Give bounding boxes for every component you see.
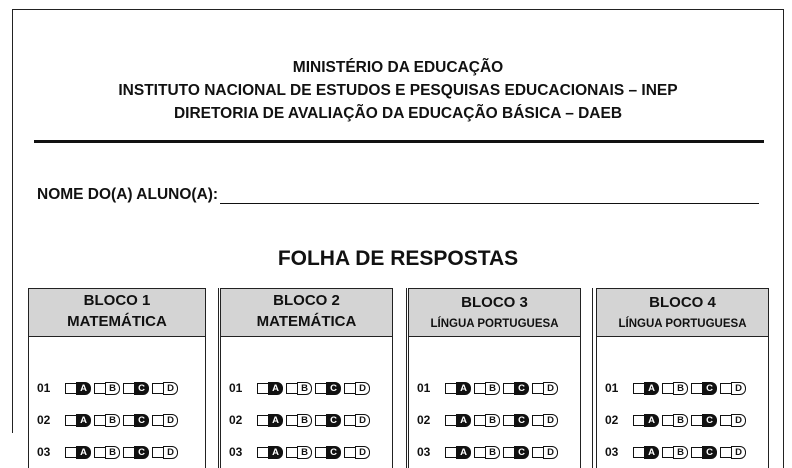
block-title: BLOCO 3 bbox=[461, 294, 528, 311]
answer-bubble-a[interactable] bbox=[633, 414, 659, 427]
bubble-mark-area bbox=[662, 447, 673, 458]
question-number: 03 bbox=[37, 445, 51, 459]
answer-bubble-b[interactable] bbox=[286, 382, 312, 395]
block-subject: LÍNGUA PORTUGUESA bbox=[618, 318, 747, 330]
bubble-letter: D bbox=[543, 446, 558, 459]
bubble-mark-area bbox=[152, 447, 163, 458]
bubble-mark-area bbox=[344, 447, 355, 458]
student-name-row bbox=[37, 186, 759, 204]
bubble-mark-area bbox=[286, 447, 297, 458]
block-title: BLOCO 2 bbox=[273, 292, 340, 309]
bubble-mark-area bbox=[633, 383, 644, 394]
bubble-letter: C bbox=[702, 446, 717, 459]
bubble-mark-area bbox=[152, 383, 163, 394]
bubble-letter: D bbox=[163, 382, 178, 395]
question-row bbox=[229, 436, 373, 468]
bubble-letter: B bbox=[105, 382, 120, 395]
bubble-letter: A bbox=[456, 382, 471, 395]
answer-bubble-b[interactable] bbox=[94, 382, 120, 395]
answer-rows bbox=[417, 372, 561, 468]
block-header bbox=[221, 288, 392, 337]
answer-block-2 bbox=[220, 288, 393, 468]
bubble-letter: B bbox=[297, 382, 312, 395]
answer-bubble-b[interactable] bbox=[662, 414, 688, 427]
answer-bubble-d[interactable] bbox=[532, 414, 558, 427]
answer-bubble-c[interactable] bbox=[315, 414, 341, 427]
answer-bubble-a[interactable] bbox=[257, 382, 283, 395]
bubble-mark-area bbox=[65, 415, 76, 426]
block-separator bbox=[218, 288, 219, 468]
bubble-letter: B bbox=[673, 414, 688, 427]
question-number: 03 bbox=[605, 445, 619, 459]
answer-bubble-d[interactable] bbox=[344, 446, 370, 459]
block-subject: LÍNGUA PORTUGUESA bbox=[430, 318, 559, 330]
question-row bbox=[605, 436, 749, 468]
bubble-mark-area bbox=[691, 415, 702, 426]
answer-bubble-c[interactable] bbox=[123, 382, 149, 395]
bubble-letter: B bbox=[673, 382, 688, 395]
bubble-mark-area bbox=[257, 447, 268, 458]
question-number: 02 bbox=[229, 413, 243, 427]
bubble-letter: D bbox=[355, 382, 370, 395]
page-border-top bbox=[12, 9, 784, 10]
bubble-letter: A bbox=[76, 382, 91, 395]
block-separator bbox=[406, 288, 407, 468]
bubble-mark-area bbox=[445, 447, 456, 458]
bubble-mark-area bbox=[532, 447, 543, 458]
answer-bubble-c[interactable] bbox=[691, 382, 717, 395]
answer-block-4 bbox=[596, 288, 769, 468]
answer-bubble-c[interactable] bbox=[691, 446, 717, 459]
bubble-mark-area bbox=[503, 383, 514, 394]
answer-bubble-a[interactable] bbox=[633, 382, 659, 395]
bubble-mark-area bbox=[65, 383, 76, 394]
bubble-letter: D bbox=[543, 382, 558, 395]
student-name-field[interactable] bbox=[220, 186, 759, 204]
bubble-letter: B bbox=[297, 414, 312, 427]
bubble-letter: A bbox=[644, 446, 659, 459]
answer-bubble-b[interactable] bbox=[474, 414, 500, 427]
bubble-letter: A bbox=[76, 414, 91, 427]
bubble-letter: A bbox=[456, 414, 471, 427]
bubble-letter: C bbox=[514, 382, 529, 395]
answer-bubble-a[interactable] bbox=[65, 414, 91, 427]
question-row bbox=[37, 436, 181, 468]
student-name-label: NOME DO(A) ALUNO(A): bbox=[37, 186, 219, 203]
bubble-letter: C bbox=[326, 382, 341, 395]
bubble-mark-area bbox=[445, 383, 456, 394]
bubble-letter: B bbox=[485, 414, 500, 427]
bubble-mark-area bbox=[315, 415, 326, 426]
bubble-letter: C bbox=[134, 446, 149, 459]
answer-bubble-c[interactable] bbox=[503, 414, 529, 427]
question-number: 01 bbox=[605, 381, 619, 395]
answer-bubble-a[interactable] bbox=[445, 382, 471, 395]
bubble-mark-area bbox=[94, 415, 105, 426]
answer-bubble-b[interactable] bbox=[286, 414, 312, 427]
bubble-mark-area bbox=[344, 415, 355, 426]
bubble-mark-area bbox=[257, 383, 268, 394]
bubble-letter: D bbox=[355, 414, 370, 427]
header-directorate: DIRETORIA DE AVALIAÇÃO DA EDUCAÇÃO BÁSICA – DAEB bbox=[173, 105, 623, 122]
answer-bubble-c[interactable] bbox=[123, 446, 149, 459]
block-title: BLOCO 1 bbox=[83, 292, 151, 309]
question-row bbox=[229, 372, 373, 404]
bubble-mark-area bbox=[532, 415, 543, 426]
answer-bubble-b[interactable] bbox=[94, 446, 120, 459]
bubble-letter: C bbox=[134, 382, 149, 395]
question-row bbox=[417, 372, 561, 404]
question-row bbox=[417, 404, 561, 436]
answer-bubble-a[interactable] bbox=[445, 414, 471, 427]
bubble-mark-area bbox=[662, 383, 673, 394]
question-number: 01 bbox=[229, 381, 243, 395]
answer-bubble-a[interactable] bbox=[445, 446, 471, 459]
bubble-letter: D bbox=[731, 446, 746, 459]
bubble-letter: A bbox=[268, 382, 283, 395]
bubble-mark-area bbox=[94, 447, 105, 458]
bubble-letter: D bbox=[543, 414, 558, 427]
question-row bbox=[229, 404, 373, 436]
answer-bubble-d[interactable] bbox=[532, 382, 558, 395]
bubble-letter: A bbox=[76, 446, 91, 459]
bubble-letter: C bbox=[326, 446, 341, 459]
bubble-mark-area bbox=[503, 415, 514, 426]
answer-bubble-d[interactable] bbox=[344, 382, 370, 395]
bubble-letter: B bbox=[485, 382, 500, 395]
bubble-letter: C bbox=[326, 414, 341, 427]
answer-bubble-b[interactable] bbox=[474, 382, 500, 395]
bubble-letter: D bbox=[163, 414, 178, 427]
bubble-letter: C bbox=[514, 414, 529, 427]
bubble-mark-area bbox=[532, 383, 543, 394]
bubble-mark-area bbox=[633, 447, 644, 458]
header-institute: INSTITUTO NACIONAL DE ESTUDOS E PESQUISAS EDUCACIONAIS – INEP bbox=[118, 82, 678, 99]
bubble-mark-area bbox=[662, 415, 673, 426]
answer-rows bbox=[229, 372, 373, 468]
answer-rows bbox=[605, 372, 749, 468]
bubble-mark-area bbox=[633, 415, 644, 426]
bubble-letter: B bbox=[105, 414, 120, 427]
answer-bubble-a[interactable] bbox=[633, 446, 659, 459]
bubble-mark-area bbox=[152, 415, 163, 426]
question-number: 01 bbox=[417, 381, 431, 395]
answer-block-3 bbox=[408, 288, 581, 468]
question-row bbox=[37, 404, 181, 436]
bubble-mark-area bbox=[257, 415, 268, 426]
question-row bbox=[605, 404, 749, 436]
bubble-letter: D bbox=[355, 446, 370, 459]
bubble-letter: B bbox=[297, 446, 312, 459]
header-ministry: MINISTÉRIO DA EDUCAÇÃO bbox=[292, 59, 504, 76]
bubble-mark-area bbox=[503, 447, 514, 458]
bubble-mark-area bbox=[720, 383, 731, 394]
bubble-mark-area bbox=[344, 383, 355, 394]
answer-bubble-b[interactable] bbox=[662, 382, 688, 395]
question-number: 02 bbox=[37, 413, 51, 427]
bubble-mark-area bbox=[123, 447, 134, 458]
bubble-letter: A bbox=[644, 414, 659, 427]
bubble-letter: A bbox=[644, 382, 659, 395]
bubble-mark-area bbox=[474, 447, 485, 458]
answer-block-1 bbox=[28, 288, 206, 468]
block-header bbox=[29, 288, 205, 337]
question-row bbox=[605, 372, 749, 404]
bubble-mark-area bbox=[720, 415, 731, 426]
answer-bubble-d[interactable] bbox=[720, 382, 746, 395]
answer-bubble-a[interactable] bbox=[257, 446, 283, 459]
bubble-letter: D bbox=[163, 446, 178, 459]
bubble-mark-area bbox=[315, 383, 326, 394]
bubble-mark-area bbox=[691, 383, 702, 394]
answer-bubble-c[interactable] bbox=[503, 446, 529, 459]
answer-bubble-d[interactable] bbox=[720, 446, 746, 459]
answer-bubble-c[interactable] bbox=[691, 414, 717, 427]
block-subject: MATEMÁTICA bbox=[67, 313, 167, 330]
answer-bubble-d[interactable] bbox=[152, 382, 178, 395]
bubble-mark-area bbox=[474, 415, 485, 426]
answer-bubble-a[interactable] bbox=[65, 382, 91, 395]
answer-bubble-c[interactable] bbox=[315, 382, 341, 395]
answer-rows bbox=[37, 372, 181, 468]
bubble-letter: C bbox=[134, 414, 149, 427]
answer-bubble-b[interactable] bbox=[94, 414, 120, 427]
sheet-title: FOLHA DE RESPOSTAS bbox=[277, 247, 519, 270]
answer-bubble-b[interactable] bbox=[286, 446, 312, 459]
bubble-mark-area bbox=[123, 383, 134, 394]
bubble-letter: B bbox=[105, 446, 120, 459]
bubble-mark-area bbox=[286, 383, 297, 394]
bubble-mark-area bbox=[691, 447, 702, 458]
bubble-mark-area bbox=[720, 447, 731, 458]
answer-bubble-d[interactable] bbox=[344, 414, 370, 427]
bubble-letter: D bbox=[731, 382, 746, 395]
bubble-mark-area bbox=[94, 383, 105, 394]
bubble-letter: C bbox=[702, 382, 717, 395]
answer-bubble-a[interactable] bbox=[65, 446, 91, 459]
block-subject: MATEMÁTICA bbox=[256, 313, 357, 330]
block-separator bbox=[592, 288, 593, 468]
question-number: 02 bbox=[605, 413, 619, 427]
answer-bubble-c[interactable] bbox=[503, 382, 529, 395]
answer-bubble-c[interactable] bbox=[123, 414, 149, 427]
document-header bbox=[12, 56, 784, 125]
answer-bubble-b[interactable] bbox=[474, 446, 500, 459]
block-title: BLOCO 4 bbox=[649, 294, 716, 311]
bubble-mark-area bbox=[445, 415, 456, 426]
bubble-mark-area bbox=[65, 447, 76, 458]
bubble-letter: A bbox=[456, 446, 471, 459]
bubble-letter: B bbox=[673, 446, 688, 459]
bubble-mark-area bbox=[474, 383, 485, 394]
bubble-letter: A bbox=[268, 446, 283, 459]
answer-bubble-d[interactable] bbox=[152, 414, 178, 427]
bubble-letter: A bbox=[268, 414, 283, 427]
question-number: 02 bbox=[417, 413, 431, 427]
answer-bubble-a[interactable] bbox=[257, 414, 283, 427]
block-header bbox=[409, 288, 580, 337]
question-number: 03 bbox=[417, 445, 431, 459]
answer-bubble-b[interactable] bbox=[662, 446, 688, 459]
header-divider bbox=[34, 140, 764, 143]
question-row bbox=[37, 372, 181, 404]
answer-bubble-d[interactable] bbox=[152, 446, 178, 459]
bubble-letter: D bbox=[731, 414, 746, 427]
answer-bubble-d[interactable] bbox=[532, 446, 558, 459]
bubble-mark-area bbox=[123, 415, 134, 426]
answer-bubble-d[interactable] bbox=[720, 414, 746, 427]
question-number: 03 bbox=[229, 445, 243, 459]
question-row bbox=[417, 436, 561, 468]
bubble-letter: C bbox=[702, 414, 717, 427]
question-number: 01 bbox=[37, 381, 51, 395]
bubble-mark-area bbox=[315, 447, 326, 458]
block-header bbox=[597, 288, 768, 337]
answer-bubble-c[interactable] bbox=[315, 446, 341, 459]
bubble-letter: B bbox=[485, 446, 500, 459]
bubble-mark-area bbox=[286, 415, 297, 426]
bubble-letter: C bbox=[514, 446, 529, 459]
